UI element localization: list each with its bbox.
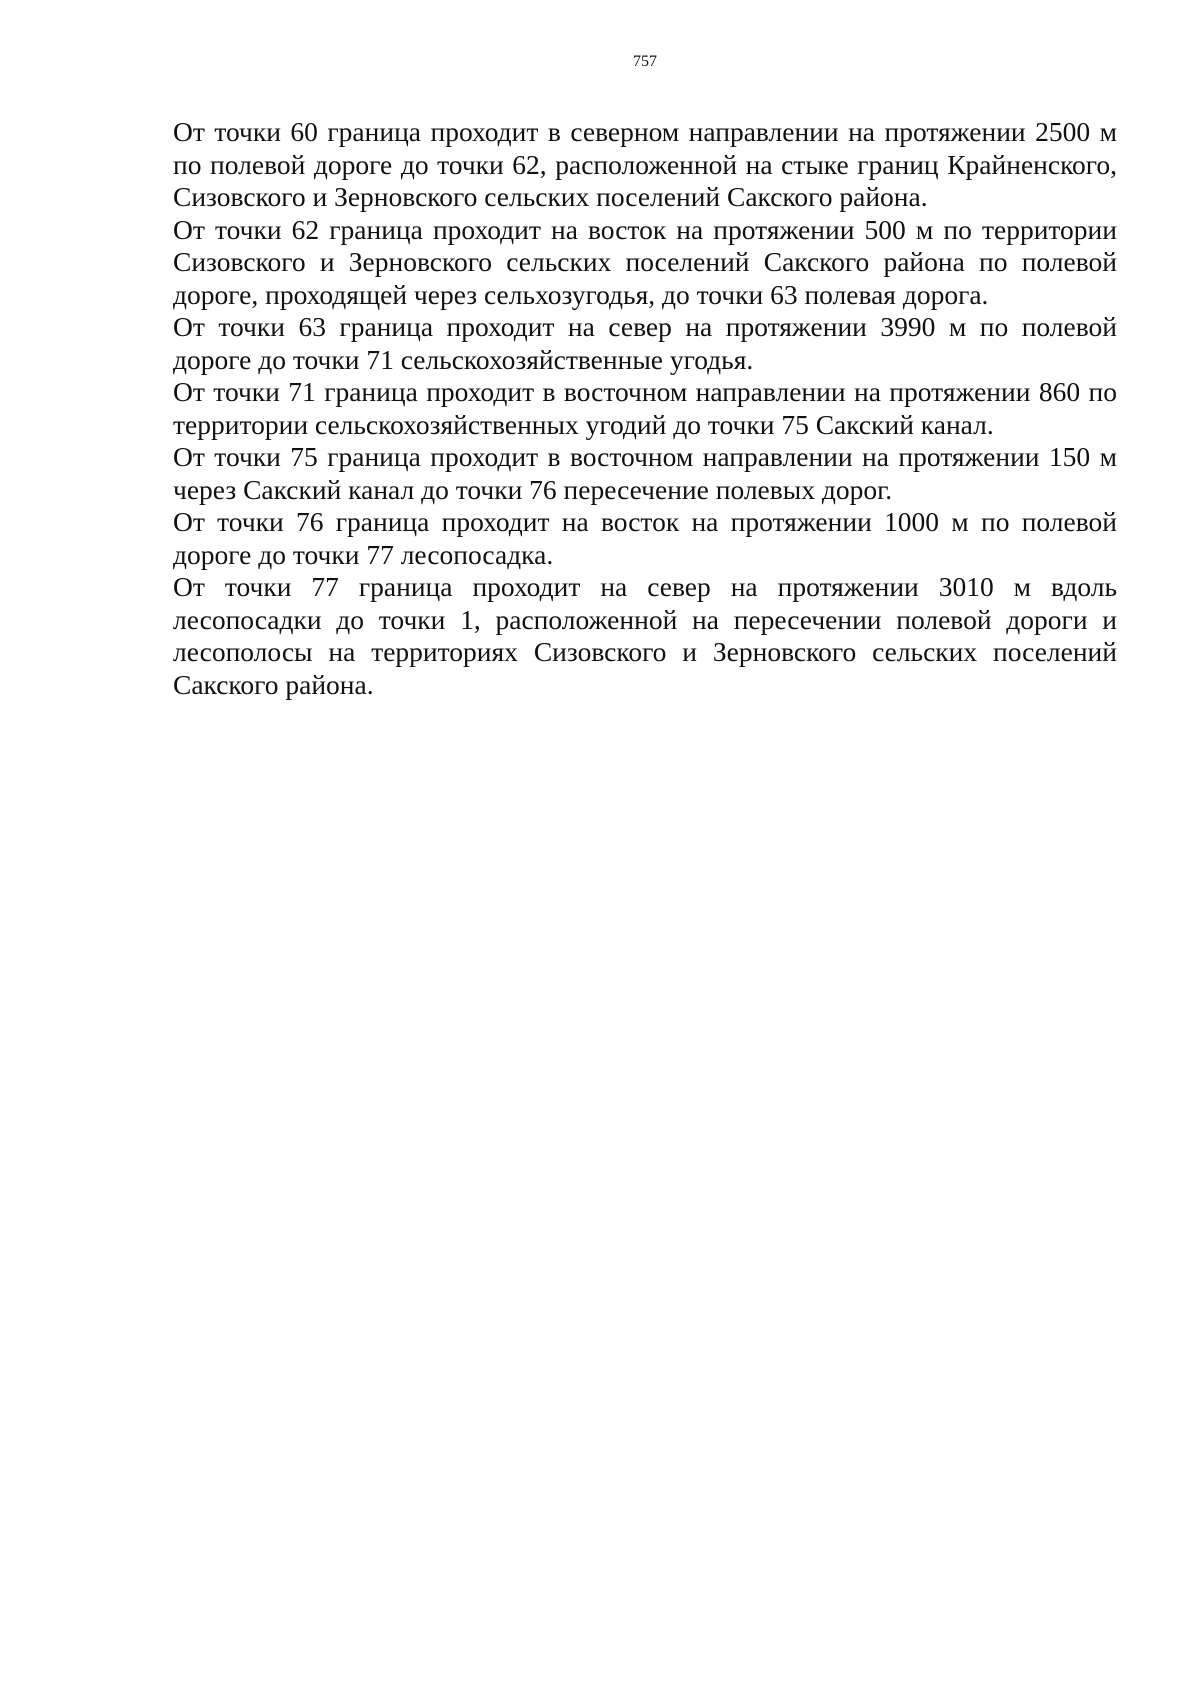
paragraph: От точки 60 граница проходит в северном направлении на протяжении 2500 м по полевой дороге до точки 62, расположенной на стыке границ Крайненского, Сизовского и Зерновского сельских поселений Сакского района.: [173, 116, 1117, 212]
document-body: [173, 116, 1117, 701]
paragraph: От точки 75 граница проходит в восточном направлении на протяжении 150 м через Сакский канал до точки 76 пересечение полевых дорог.: [173, 441, 1117, 505]
paragraph: От точки 77 граница проходит на север на протяжении 3010 м вдоль лесопосадки до точки 1, расположенной на пересечении полевой дороги и лесополосы на территориях Сизовского и Зерновского сельских поселений Сакского района.: [173, 571, 1117, 700]
page-number: 757: [633, 53, 657, 70]
paragraph: От точки 62 граница проходит на восток на протяжении 500 м по территории Сизовского и Зерновского сельских поселений Сакского района по полевой дороге, проходящей через сельхозугодья, до точки 63 полевая дорога.: [173, 213, 1117, 310]
paragraph: От точки 71 граница проходит в восточном направлении на протяжении 860 по территории сельскохозяйственных угодий до точки 75 Сакский канал.: [173, 376, 1117, 440]
paragraph: От точки 63 граница проходит на север на протяжении 3990 м по полевой дороге до точки 71 сельскохозяйственные угодья.: [173, 311, 1117, 375]
paragraph: От точки 76 граница проходит на восток на протяжении 1000 м по полевой дороге до точки 77 лесопосадка.: [173, 506, 1117, 570]
